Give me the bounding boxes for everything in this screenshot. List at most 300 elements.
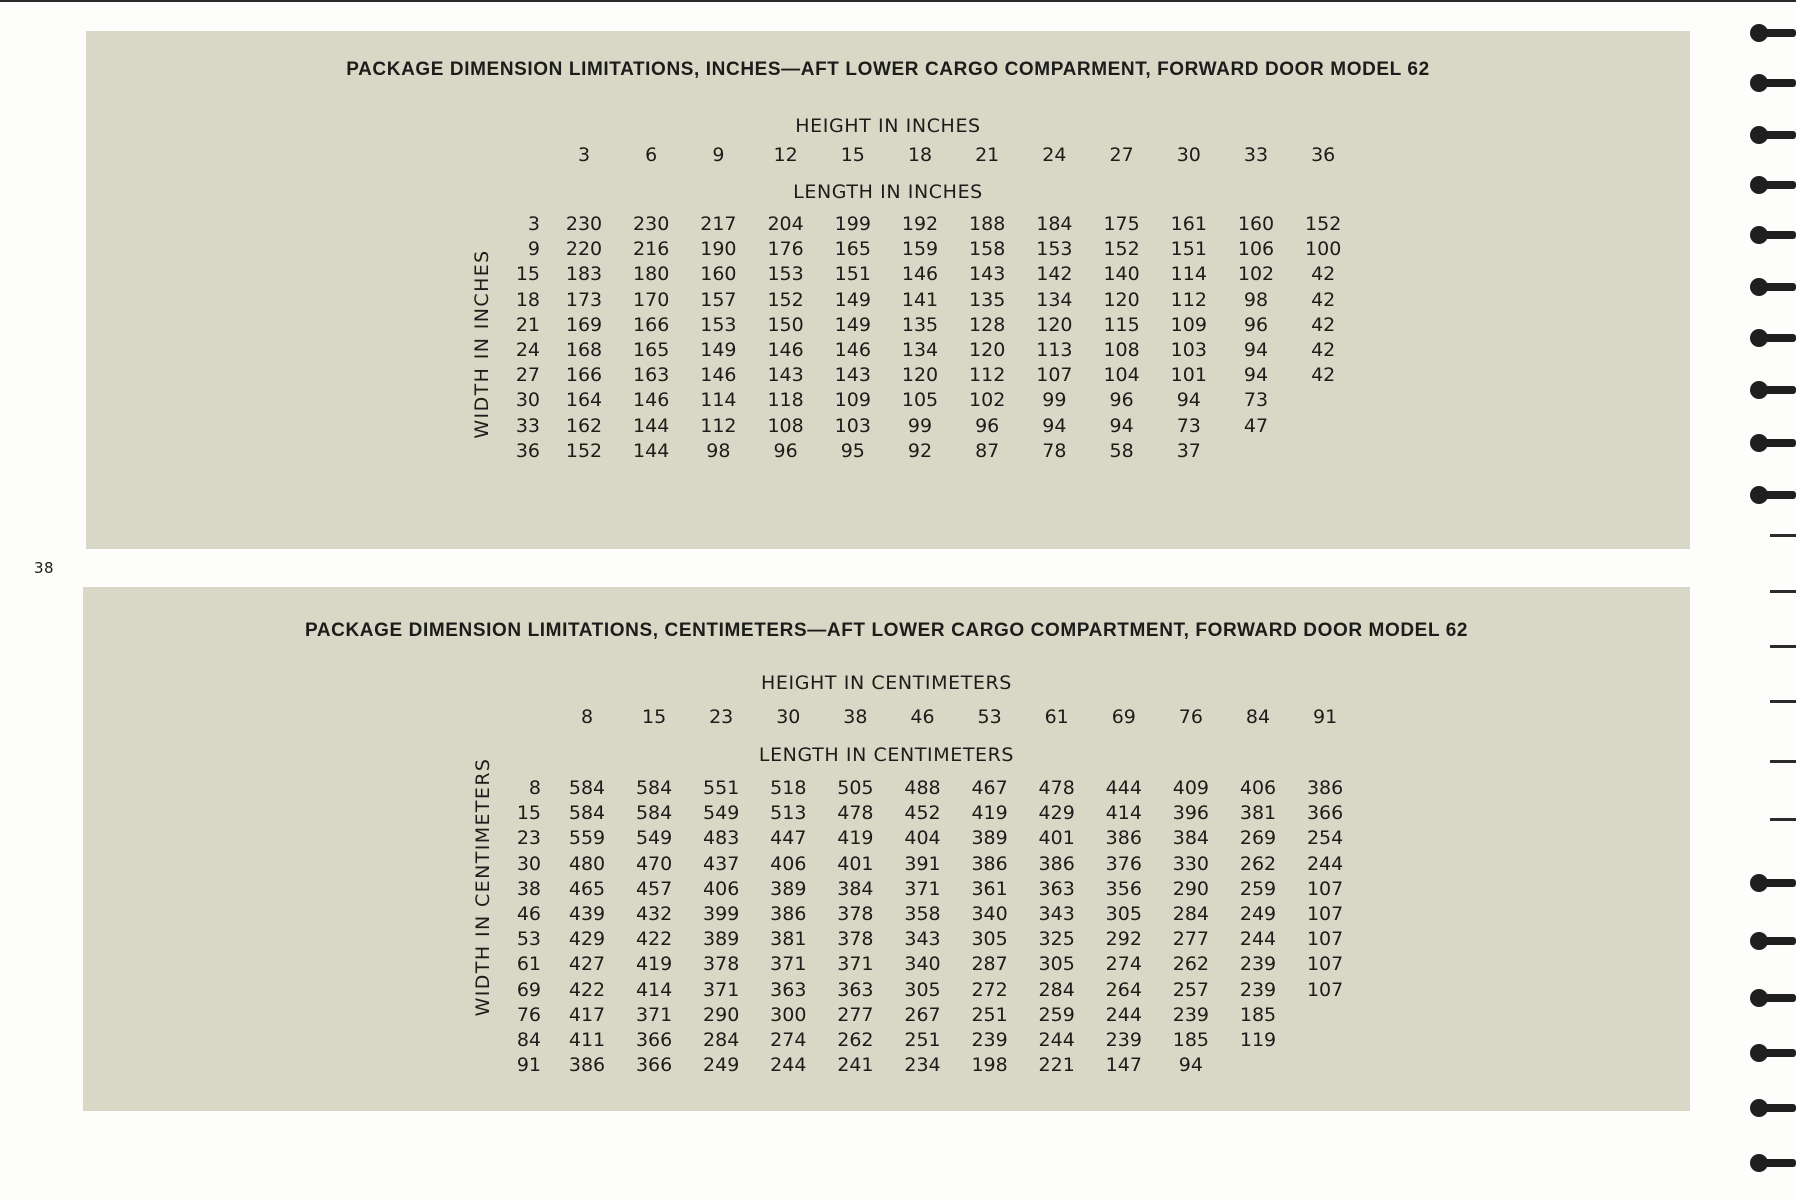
table-cell: 42 (1311, 339, 1336, 361)
table-cell: 120 (1103, 288, 1140, 311)
table-cell: 180 (633, 263, 670, 286)
table-cell: 406 (1239, 777, 1277, 799)
table-cell: 94 (1042, 414, 1067, 437)
binding-coil (1750, 1150, 1796, 1176)
height-header: 24 (1042, 144, 1067, 166)
binding-coil (1750, 325, 1796, 351)
binding-coil (1750, 222, 1796, 248)
table-cell: 146 (767, 339, 804, 361)
width-row-header: 23 (516, 827, 541, 850)
table-cell: 371 (770, 953, 807, 976)
binding-coil (1750, 70, 1796, 96)
table-cell: 249 (703, 1054, 740, 1077)
table-cell: 166 (565, 364, 603, 387)
table-cell: 513 (770, 802, 807, 825)
height-header: 76 (1178, 706, 1203, 728)
table-cell: 277 (837, 1003, 874, 1026)
table-cell: 549 (635, 827, 673, 850)
table-cell: 101 (1170, 364, 1207, 387)
table-cell: 176 (767, 238, 804, 261)
table-cell: 384 (1172, 827, 1210, 850)
table-cell: 386 (568, 1054, 606, 1077)
cm-width-caption: WIDTH IN CENTIMETERS (472, 757, 494, 1017)
table-cell: 92 (907, 439, 933, 462)
table-cell: 249 (1239, 903, 1277, 925)
height-header: 3 (577, 144, 591, 166)
table-cell: 134 (901, 339, 939, 361)
table-cell: 401 (1038, 827, 1075, 850)
table-cell: 152 (565, 439, 603, 462)
table-cell: 465 (568, 877, 606, 900)
table-cell: 152 (1103, 238, 1140, 261)
table-cell: 234 (904, 1054, 941, 1077)
inches-table-panel (86, 31, 1690, 549)
table-cell: 470 (635, 852, 673, 875)
table-cell: 366 (635, 1054, 673, 1077)
table-cell: 98 (1243, 288, 1269, 311)
inches-table-title: PACKAGE DIMENSION LIMITATIONS, INCHES—AFT LOWER CARGO COMPARMENT, FORWARD DOOR MODEL 62 (346, 59, 1430, 80)
table-cell: 274 (1105, 953, 1142, 976)
binding-coil (1750, 1095, 1796, 1121)
table-cell: 190 (700, 238, 737, 261)
table-cell: 95 (840, 439, 865, 462)
cm-table-title: PACKAGE DIMENSION LIMITATIONS, CENTIMETERS—AFT LOWER CARGO COMPARTMENT, FORWARD DOOR MODEL 62 (304, 620, 1469, 641)
table-cell: 419 (971, 802, 1008, 825)
width-row-header: 15 (516, 802, 541, 825)
table-cell: 198 (971, 1054, 1008, 1077)
width-row-header: 84 (516, 1029, 541, 1051)
table-cell: 162 (565, 414, 603, 437)
height-header: 18 (907, 144, 933, 166)
page-number: 38 (34, 559, 55, 577)
table-cell: 47 (1243, 414, 1269, 437)
table-cell: 290 (703, 1003, 740, 1026)
table-cell: 99 (1042, 389, 1067, 412)
table-cell: 149 (834, 313, 871, 336)
table-cell: 480 (568, 852, 606, 875)
table-cell: 42 (1311, 364, 1336, 387)
table-cell: 363 (1038, 877, 1075, 900)
table-cell: 411 (568, 1029, 606, 1051)
table-cell: 305 (971, 928, 1008, 951)
table-cell: 135 (969, 288, 1006, 311)
table-cell: 356 (1105, 877, 1142, 900)
table-cell: 113 (1036, 339, 1073, 361)
table-cell: 143 (834, 364, 871, 387)
table-cell: 112 (700, 414, 737, 437)
table-cell: 73 (1243, 389, 1269, 412)
table-cell: 389 (703, 928, 740, 951)
table-cell: 169 (565, 313, 603, 336)
table-cell: 239 (1239, 953, 1277, 976)
binding-coil (1750, 430, 1796, 456)
table-cell: 146 (901, 263, 939, 286)
table-cell: 386 (971, 852, 1008, 875)
cm-length-caption: LENGTH IN CENTIMETERS (758, 744, 1015, 766)
table-cell: 549 (703, 802, 740, 825)
table-cell: 161 (1170, 213, 1207, 235)
table-cell: 96 (975, 414, 1000, 437)
table-cell: 478 (1038, 777, 1075, 799)
table-cell: 135 (901, 313, 939, 336)
height-header: 15 (642, 706, 667, 728)
binding-coil (1750, 870, 1796, 896)
table-cell: 143 (767, 364, 804, 387)
table-cell: 184 (1036, 213, 1073, 235)
table-cell: 439 (568, 903, 606, 925)
table-cell: 230 (633, 213, 670, 235)
table-cell: 102 (1237, 263, 1275, 286)
table-cell: 386 (770, 903, 807, 925)
table-cell: 290 (1172, 877, 1210, 900)
table-cell: 105 (901, 389, 939, 412)
table-cell: 244 (1105, 1003, 1142, 1026)
binding-coil (1750, 274, 1796, 300)
height-header: 6 (645, 144, 658, 166)
table-cell: 396 (1172, 802, 1210, 825)
table-cell: 343 (904, 928, 941, 951)
table-cell: 292 (1105, 928, 1142, 951)
binding-coil (1750, 122, 1796, 148)
height-header: 33 (1243, 144, 1269, 166)
table-cell: 305 (1105, 903, 1142, 925)
table-cell: 559 (568, 827, 606, 850)
height-header: 36 (1311, 144, 1336, 166)
table-cell: 259 (1038, 1003, 1075, 1026)
table-cell: 160 (700, 263, 737, 286)
binding-slot (1770, 760, 1796, 763)
table-cell: 414 (1105, 802, 1142, 825)
binding-slot (1770, 534, 1796, 537)
table-cell: 153 (767, 263, 804, 286)
table-cell: 144 (633, 414, 670, 437)
table-cell: 244 (1306, 852, 1344, 875)
table-cell: 371 (904, 877, 941, 900)
table-cell: 221 (1038, 1054, 1075, 1077)
binding-coil (1750, 172, 1796, 198)
table-cell: 108 (1103, 339, 1140, 361)
table-cell: 437 (703, 852, 740, 875)
table-cell: 505 (837, 777, 874, 799)
table-cell: 185 (1172, 1029, 1210, 1051)
table-cell: 151 (1170, 238, 1207, 261)
table-cell: 241 (837, 1054, 874, 1077)
table-cell: 378 (837, 903, 874, 925)
height-header: 46 (910, 706, 935, 728)
table-cell: 217 (700, 213, 737, 235)
table-cell: 96 (1243, 313, 1269, 336)
table-cell: 305 (1038, 953, 1075, 976)
binding-slot (1770, 590, 1796, 593)
table-cell: 165 (834, 238, 871, 261)
table-cell: 140 (1103, 263, 1140, 286)
table-cell: 378 (837, 928, 874, 951)
table-cell: 96 (773, 439, 798, 462)
table-cell: 467 (971, 777, 1008, 799)
table-cell: 112 (1170, 288, 1207, 311)
table-cell: 419 (635, 953, 673, 976)
table-cell: 429 (1038, 802, 1075, 825)
table-cell: 386 (1306, 777, 1344, 799)
table-cell: 128 (969, 313, 1006, 336)
table-cell: 300 (770, 1003, 807, 1026)
table-cell: 384 (837, 877, 874, 900)
table-cell: 239 (1172, 1003, 1210, 1026)
table-cell: 120 (1036, 313, 1073, 336)
table-cell: 371 (635, 1003, 673, 1026)
width-row-header: 69 (516, 978, 541, 1001)
table-cell: 73 (1176, 414, 1201, 437)
table-cell: 239 (1239, 978, 1277, 1001)
table-cell: 168 (565, 339, 603, 361)
table-cell: 584 (635, 777, 673, 799)
table-cell: 381 (1239, 802, 1277, 825)
table-cell: 175 (1103, 213, 1140, 235)
table-cell: 378 (703, 953, 740, 976)
height-header: 12 (773, 144, 798, 166)
table-cell: 152 (1305, 213, 1342, 235)
table-cell: 330 (1172, 852, 1210, 875)
table-cell: 107 (1306, 978, 1344, 1001)
table-cell: 114 (700, 389, 737, 412)
table-cell: 112 (969, 364, 1006, 387)
width-row-header: 61 (516, 953, 541, 976)
table-cell: 152 (767, 288, 804, 311)
width-row-header: 38 (516, 877, 541, 900)
inches-length-caption: LENGTH IN INCHES (793, 181, 983, 203)
table-cell: 262 (1172, 953, 1210, 976)
table-cell: 107 (1306, 953, 1344, 976)
table-cell: 518 (770, 777, 807, 799)
table-cell: 239 (1105, 1029, 1142, 1051)
table-cell: 151 (834, 263, 871, 286)
table-cell: 391 (904, 852, 941, 875)
table-cell: 42 (1311, 313, 1336, 336)
spiral-binding (1740, 0, 1796, 1199)
table-cell: 371 (837, 953, 874, 976)
table-cell: 87 (975, 439, 1000, 462)
table-cell: 239 (971, 1029, 1008, 1051)
table-cell: 192 (901, 213, 939, 235)
binding-coil (1750, 377, 1796, 403)
table-cell: 94 (1176, 389, 1201, 412)
table-cell: 251 (904, 1029, 941, 1051)
table-cell: 584 (635, 802, 673, 825)
table-cell: 134 (1036, 288, 1073, 311)
table-cell: 153 (700, 313, 737, 336)
table-cell: 284 (1172, 903, 1210, 925)
table-cell: 199 (834, 213, 871, 235)
table-cell: 414 (635, 978, 673, 1001)
table-cell: 478 (837, 802, 874, 825)
table-cell: 160 (1237, 213, 1275, 235)
page-top-edge (0, 0, 1796, 2)
binding-coil (1750, 20, 1796, 46)
inches-width-caption: WIDTH IN INCHES (471, 249, 493, 439)
height-header: 53 (977, 706, 1002, 728)
height-header: 15 (840, 144, 865, 166)
binding-coil (1750, 482, 1796, 508)
table-cell: 173 (565, 288, 603, 311)
height-header: 61 (1044, 706, 1069, 728)
table-cell: 340 (971, 903, 1008, 925)
table-cell: 452 (904, 802, 941, 825)
table-cell: 432 (635, 903, 673, 925)
width-row-header: 36 (515, 439, 540, 462)
binding-coil (1750, 1040, 1796, 1066)
table-cell: 340 (904, 953, 941, 976)
table-cell: 272 (971, 978, 1008, 1001)
table-cell: 584 (568, 802, 606, 825)
table-cell: 259 (1239, 877, 1277, 900)
table-cell: 42 (1311, 288, 1336, 311)
table-cell: 274 (770, 1029, 807, 1051)
binding-slot (1770, 645, 1796, 648)
table-cell: 99 (907, 414, 933, 437)
table-cell: 107 (1306, 877, 1344, 900)
table-cell: 94 (1243, 364, 1269, 387)
binding-slot (1770, 700, 1796, 703)
table-cell: 417 (568, 1003, 606, 1026)
table-cell: 366 (635, 1029, 673, 1051)
table-cell: 147 (1105, 1054, 1142, 1077)
table-cell: 483 (703, 827, 740, 850)
width-row-header: 15 (515, 263, 540, 286)
table-cell: 149 (700, 339, 737, 361)
table-cell: 164 (565, 389, 603, 412)
table-cell: 406 (770, 852, 807, 875)
table-cell: 107 (1306, 903, 1344, 925)
table-cell: 94 (1243, 339, 1269, 361)
table-cell: 96 (1109, 389, 1134, 412)
height-header: 30 (1176, 144, 1201, 166)
table-cell: 406 (703, 877, 740, 900)
table-cell: 42 (1311, 263, 1336, 286)
table-cell: 244 (1038, 1029, 1075, 1051)
width-row-header: 27 (515, 364, 540, 387)
table-cell: 363 (837, 978, 874, 1001)
height-header: 91 (1313, 706, 1338, 728)
table-cell: 363 (770, 978, 807, 1001)
width-row-header: 53 (516, 928, 541, 951)
width-row-header: 33 (515, 414, 540, 437)
table-cell: 284 (1038, 978, 1075, 1001)
table-cell: 120 (901, 364, 939, 387)
height-header: 9 (712, 144, 725, 166)
height-header: 21 (975, 144, 1000, 166)
table-cell: 584 (568, 777, 606, 799)
table-cell: 444 (1105, 777, 1142, 799)
width-row-header: 18 (515, 288, 540, 311)
table-cell: 149 (834, 288, 871, 311)
table-cell: 343 (1038, 903, 1075, 925)
table-cell: 94 (1178, 1054, 1203, 1077)
table-cell: 108 (767, 414, 804, 437)
width-row-header: 91 (516, 1054, 541, 1077)
table-cell: 98 (706, 439, 731, 462)
table-cell: 37 (1176, 439, 1201, 462)
table-cell: 146 (834, 339, 871, 361)
table-cell: 146 (633, 389, 670, 412)
table-cell: 447 (770, 827, 807, 850)
table-cell: 115 (1103, 313, 1140, 336)
table-cell: 287 (971, 953, 1008, 976)
width-row-header: 46 (516, 903, 541, 925)
table-cell: 118 (767, 389, 804, 412)
table-cell: 58 (1109, 439, 1134, 462)
table-cell: 257 (1172, 978, 1210, 1001)
table-cell: 165 (633, 339, 670, 361)
table-cell: 551 (703, 777, 740, 799)
table-cell: 264 (1105, 978, 1142, 1001)
height-header: 27 (1109, 144, 1134, 166)
table-cell: 386 (1105, 827, 1142, 850)
binding-slot (1770, 818, 1796, 821)
table-cell: 284 (703, 1029, 740, 1051)
table-cell: 277 (1172, 928, 1210, 951)
table-cell: 305 (904, 978, 941, 1001)
table-cell: 78 (1042, 439, 1067, 462)
width-row-header: 30 (515, 389, 540, 412)
table-cell: 422 (635, 928, 673, 951)
width-row-header: 3 (527, 213, 540, 235)
table-cell: 157 (700, 288, 737, 311)
cm-table-panel (83, 587, 1690, 1111)
table-cell: 230 (565, 213, 603, 235)
table-cell: 153 (1036, 238, 1073, 261)
height-header: 30 (776, 706, 801, 728)
table-cell: 429 (568, 928, 606, 951)
table-cell: 244 (1239, 928, 1277, 951)
table-cell: 188 (969, 213, 1006, 235)
table-cell: 488 (904, 777, 941, 799)
table-cell: 120 (969, 339, 1006, 361)
table-cell: 376 (1105, 852, 1142, 875)
table-cell: 366 (1306, 802, 1344, 825)
table-cell: 141 (901, 288, 939, 311)
height-header: 38 (843, 706, 868, 728)
table-cell: 103 (1170, 339, 1207, 361)
height-header: 69 (1111, 706, 1136, 728)
table-cell: 159 (901, 238, 939, 261)
height-header: 84 (1245, 706, 1271, 728)
binding-coil (1750, 985, 1796, 1011)
table-cell: 262 (1239, 852, 1277, 875)
table-cell: 409 (1172, 777, 1210, 799)
table-cell: 381 (770, 928, 807, 951)
table-cell: 216 (633, 238, 670, 261)
height-header: 23 (709, 706, 734, 728)
table-cell: 104 (1103, 364, 1140, 387)
table-cell: 107 (1036, 364, 1073, 387)
table-cell: 185 (1239, 1003, 1277, 1026)
table-cell: 389 (770, 877, 807, 900)
width-row-header: 21 (515, 313, 540, 336)
table-cell: 109 (834, 389, 871, 412)
table-cell: 262 (837, 1029, 874, 1051)
table-cell: 119 (1239, 1029, 1277, 1051)
width-row-header: 9 (527, 238, 540, 261)
table-cell: 114 (1170, 263, 1207, 286)
table-cell: 166 (633, 313, 670, 336)
table-cell: 251 (971, 1003, 1008, 1026)
table-cell: 267 (904, 1003, 941, 1026)
table-cell: 358 (904, 903, 941, 925)
table-cell: 183 (565, 263, 603, 286)
table-cell: 204 (767, 213, 804, 235)
inches-height-caption: HEIGHT IN INCHES (795, 115, 981, 137)
table-cell: 109 (1170, 313, 1207, 336)
